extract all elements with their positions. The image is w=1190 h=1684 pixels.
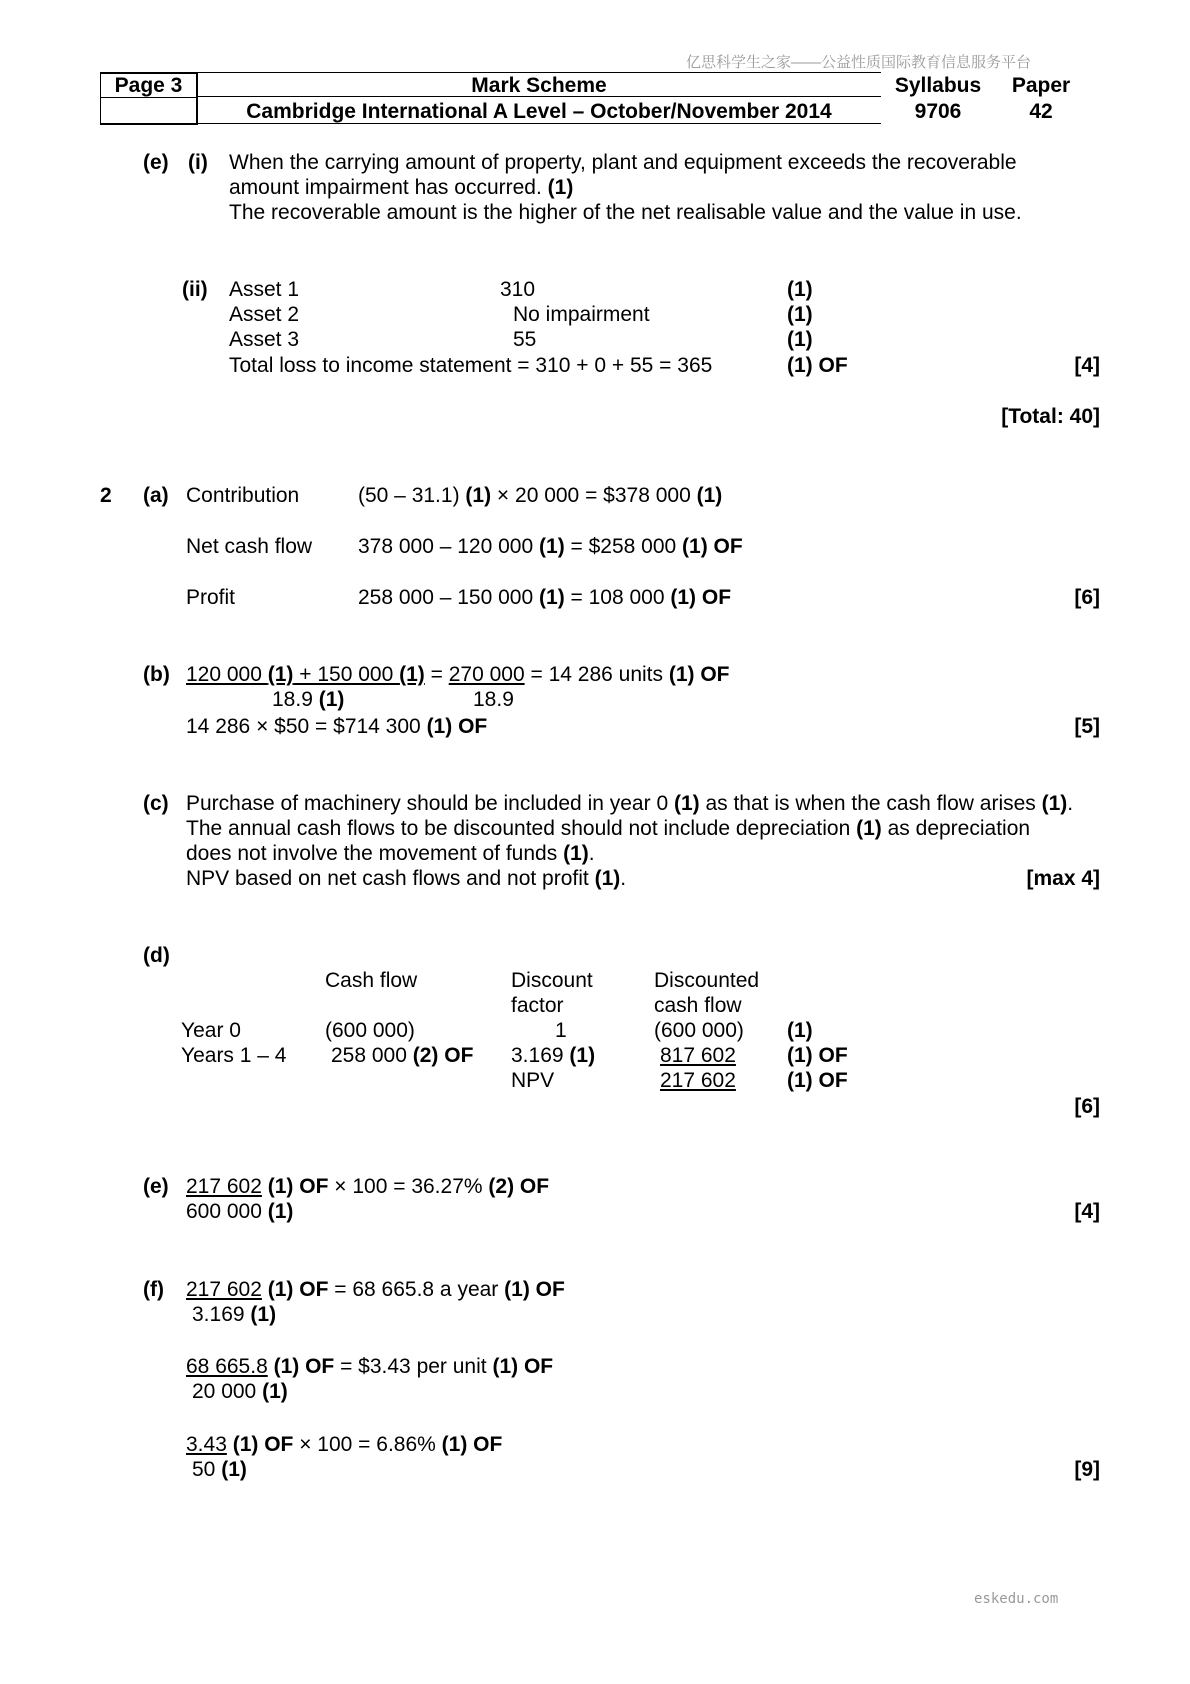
q1e-label: (e) (143, 151, 169, 174)
q2f-c-denominator: 50 (1) (192, 1458, 247, 1481)
q2e-numerator: 217 602 (1) OF × 100 = 36.27% (2) OF (186, 1175, 550, 1198)
q2f-b-numerator: 68 665.8 (1) OF = $3.43 per unit (1) OF (186, 1355, 554, 1378)
q1e-i-line2: amount impairment has occurred. (1) (229, 176, 574, 199)
q2b-line2: 14 286 × $50 = $714 300 (1) OF (186, 715, 488, 738)
total-loss-mark: (1) OF (787, 354, 848, 377)
row-years-1-4: Years 1 – 4 (181, 1044, 287, 1067)
year0-cash: (600 000) (325, 1019, 415, 1042)
q2c-line3: does not involve the movement of funds (1). (186, 842, 595, 865)
paper-code: 42 (1029, 100, 1053, 123)
q1e-ii-label: (ii) (182, 278, 208, 301)
q2a-marks: [6] (1074, 586, 1100, 609)
grand-total: [Total: 40] (1001, 405, 1100, 428)
col-header-cash-flow-2: cash flow (654, 994, 742, 1017)
years-dcf: 817 602 (660, 1044, 736, 1067)
q2a-row-name: Profit (186, 586, 236, 609)
years-mark: (1) OF (787, 1044, 848, 1067)
asset-mark: (1) (787, 328, 813, 351)
q2b-label: (b) (143, 663, 170, 686)
col-header-discounted: Discounted (654, 969, 760, 992)
q2c-line1: Purchase of machinery should be included in year 0 (1) as that is when the cash flow arises (1). (186, 792, 1074, 815)
npv-label: NPV (511, 1069, 555, 1092)
header-subtitle: Cambridge International A Level – October/November 2014 (246, 100, 832, 123)
q2c-marks: [max 4] (1026, 867, 1100, 890)
npv-mark: (1) OF (787, 1069, 848, 1092)
col-header-discount: Discount (511, 969, 593, 992)
q2b-fraction-numerator: 120 000 (1) + 150 000 (1) = 270 000 = 14 286 units (1) OF (186, 663, 730, 686)
q2e-denominator: 600 000 (1) (186, 1200, 294, 1223)
asset-name: Asset 1 (229, 278, 300, 301)
row-year-0: Year 0 (181, 1019, 241, 1042)
q2c-label: (c) (143, 792, 169, 815)
q2a-row-calc: 258 000 – 150 000 (1) = 108 000 (1) OF (358, 586, 732, 609)
q2c-line4: NPV based on net cash flows and not profit (1). (186, 867, 627, 890)
q2d-marks: [6] (1074, 1095, 1100, 1118)
asset-mark: (1) (787, 303, 813, 326)
syllabus-code: 9706 (914, 100, 962, 123)
q2b-marks: [5] (1074, 715, 1100, 738)
paper-label: Paper (1011, 74, 1071, 97)
q2f-a-denominator: 3.169 (1) (192, 1303, 277, 1326)
asset-value: 310 (500, 278, 536, 301)
total-loss-text: Total loss to income statement = 310 + 0 + 55 = 365 (229, 354, 713, 377)
asset-name: Asset 3 (229, 328, 300, 351)
q2d-label: (d) (143, 944, 170, 967)
asset-name: Asset 2 (229, 303, 300, 326)
watermark-bottom: eskedu.com (974, 1591, 1059, 1607)
q2a-row-name: Contribution (186, 484, 300, 507)
q1e-i-label: (i) (188, 151, 208, 174)
q2f-marks: [9] (1074, 1458, 1100, 1481)
q2f-c-numerator: 3.43 (1) OF × 100 = 6.86% (1) OF (186, 1433, 503, 1456)
question-number: 2 (100, 484, 112, 507)
q2f-label: (f) (143, 1278, 164, 1301)
asset-value: 55 (513, 328, 537, 351)
q2c-line2: The annual cash flows to be discounted should not include depreciation (1) as depreciation (186, 817, 1031, 840)
q2e-marks: [4] (1074, 1200, 1100, 1223)
q2a-label: (a) (143, 484, 169, 507)
q2f-b-denominator: 20 000 (1) (192, 1380, 288, 1403)
year0-mark: (1) (787, 1019, 813, 1042)
q2a-row-calc: 378 000 – 120 000 (1) = $258 000 (1) OF (358, 535, 743, 558)
col-header-factor: factor (511, 994, 564, 1017)
asset-mark: (1) (787, 278, 813, 301)
col-header-cash-flow: Cash flow (325, 969, 418, 992)
q1e-i-line1: When the carrying amount of property, plant and equipment exceeds the recoverable (229, 151, 1017, 174)
page-number: Page 3 (114, 74, 183, 97)
q2f-a-numerator: 217 602 (1) OF = 68 665.8 a year (1) OF (186, 1278, 565, 1301)
q2a-row-name: Net cash flow (186, 535, 313, 558)
q2b-denominator: 18.9 (1) (272, 688, 345, 711)
q2e-label: (e) (143, 1175, 169, 1198)
header-title: Mark Scheme (471, 74, 607, 97)
years-df: 3.169 (1) (511, 1044, 596, 1067)
asset-value: No impairment (513, 303, 650, 326)
q1e-marks: [4] (1074, 354, 1100, 377)
q2b-denominator-2: 18.9 (473, 688, 514, 711)
year0-df: 1 (555, 1019, 567, 1042)
q2a-row-calc: (50 – 31.1) (1) × 20 000 = $378 000 (1) (358, 484, 723, 507)
years-cash: 258 000 (2) OF (331, 1044, 474, 1067)
year0-dcf: (600 000) (654, 1019, 744, 1042)
syllabus-label: Syllabus (894, 74, 982, 97)
watermark-top: 亿思科学生之家——公益性质国际教育信息服务平台 (686, 54, 1032, 71)
npv-value: 217 602 (660, 1069, 736, 1092)
q1e-i-line3: The recoverable amount is the higher of the net realisable value and the value in use. (229, 201, 1022, 224)
